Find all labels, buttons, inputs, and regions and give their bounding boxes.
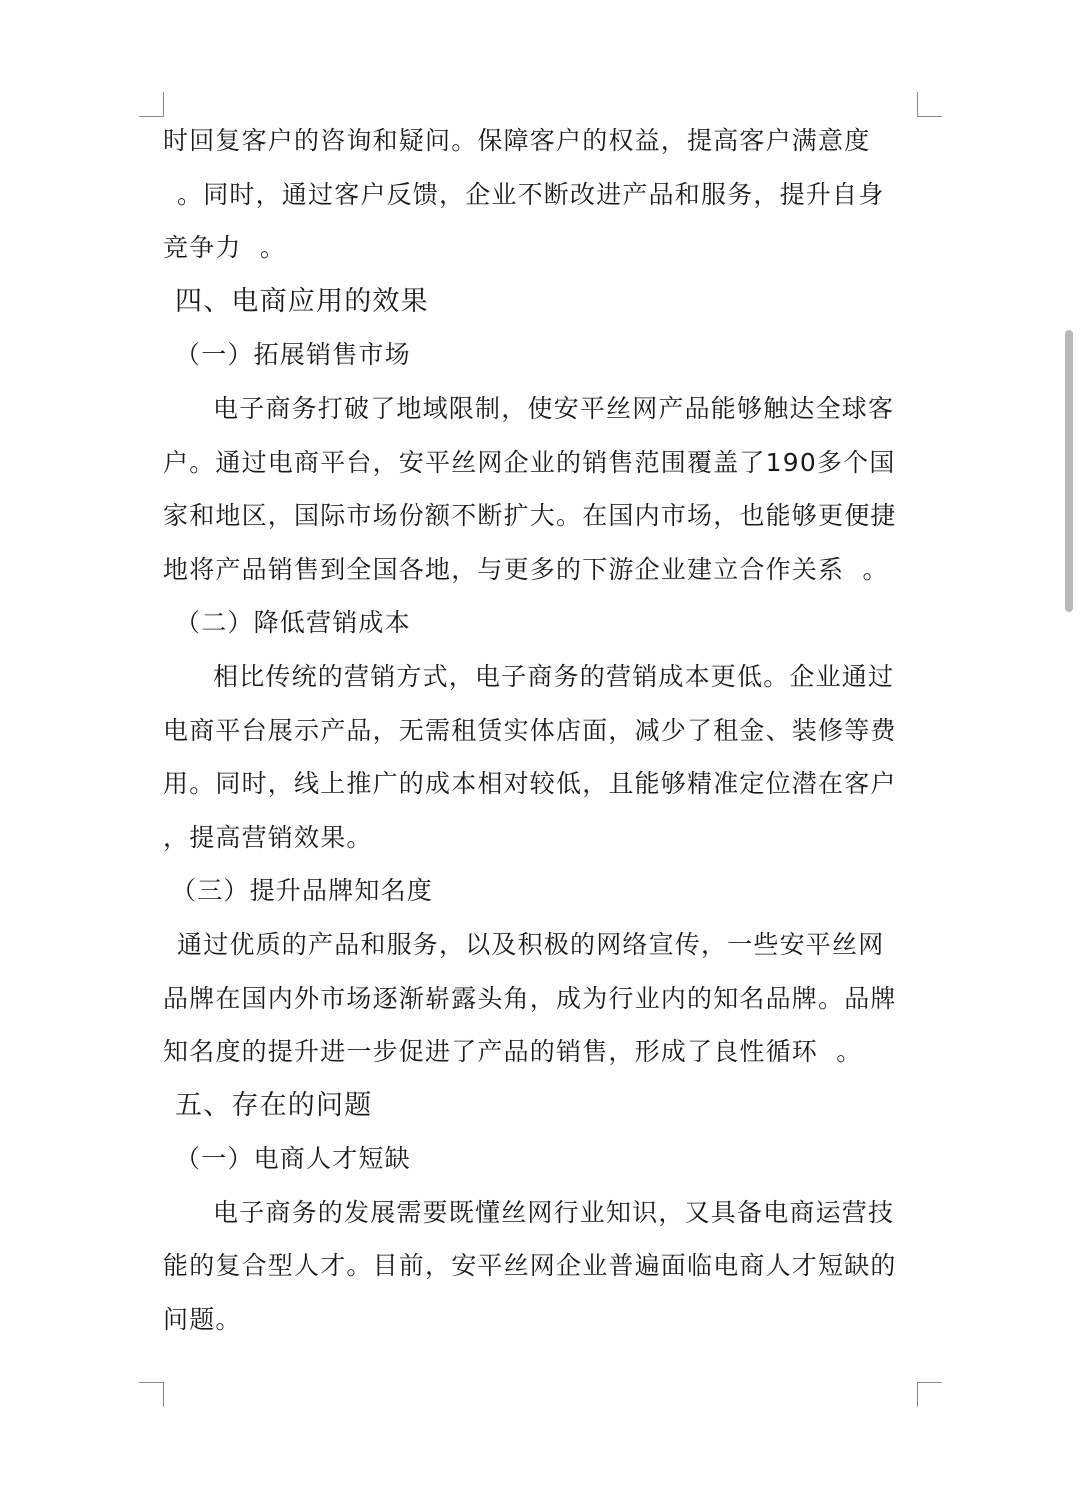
margin-mark-top-left	[139, 92, 164, 117]
vertical-scrollbar[interactable]	[1060, 0, 1080, 1512]
paragraph-line: 用。同时，线上推广的成本相对较低，且能够精准定位潜在客户	[163, 769, 897, 799]
paragraph-line: 家和地区，国际市场份额不断扩大。在国内市场，也能够更便捷	[163, 501, 897, 531]
document-body	[163, 114, 907, 1347]
subsection-heading: （一）电商人才短缺	[175, 1144, 411, 1174]
paragraph-line: 电子商务的发展需要既懂丝网行业知识，又具备电商运营技	[213, 1197, 895, 1227]
paragraph-line: 通过优质的产品和服务，以及积极的网络宣传，一些安平丝网	[177, 929, 885, 959]
paragraph-line: 电子商务打破了地域限制，使安平丝网产品能够触达全球客	[213, 393, 895, 423]
section-heading: 四、电商应用的效果	[175, 285, 429, 317]
paragraph-line: 竞争力 。	[163, 233, 287, 263]
margin-mark-bottom-right	[917, 1382, 942, 1407]
paragraph-line: 电商平台展示产品，无需租赁实体店面，减少了租金、装修等费	[163, 715, 897, 745]
margin-mark-top-right	[917, 92, 942, 117]
paragraph-line: 能的复合型人才。目前，安平丝网企业普遍面临电商人才短缺的	[163, 1251, 897, 1281]
paragraph-line: 户。通过电商平台，安平丝网企业的销售范围覆盖了190多个国	[163, 447, 896, 477]
paragraph-line: 地将产品销售到全国各地，与更多的下游企业建立合作关系 。	[163, 554, 889, 584]
subsection-heading: （三）提升品牌知名度	[171, 876, 434, 906]
margin-mark-bottom-left	[139, 1382, 164, 1407]
paragraph-line: 问题。	[163, 1305, 242, 1335]
subsection-heading: （二）降低营销成本	[175, 608, 411, 638]
paragraph-line: 。同时，通过客户反馈，企业不断改进产品和服务，提升自身	[177, 179, 885, 209]
paragraph-line: 时回复客户的咨询和疑问。保障客户的权益，提高客户满意度	[163, 126, 871, 155]
paragraph-line: 品牌在国内外市场逐渐崭露头角，成为行业内的知名品牌。品牌	[163, 983, 897, 1013]
paragraph-line: ，提高营销效果。	[163, 822, 373, 852]
subsection-heading: （一）拓展销售市场	[175, 340, 411, 370]
scrollbar-thumb[interactable]	[1065, 330, 1073, 612]
paragraph-line: 知名度的提升进一步促进了产品的销售，形成了良性循环 。	[163, 1037, 863, 1067]
section-heading: 五、存在的问题	[175, 1089, 373, 1121]
paragraph-line: 相比传统的营销方式，电子商务的营销成本更低。企业通过	[213, 661, 895, 691]
